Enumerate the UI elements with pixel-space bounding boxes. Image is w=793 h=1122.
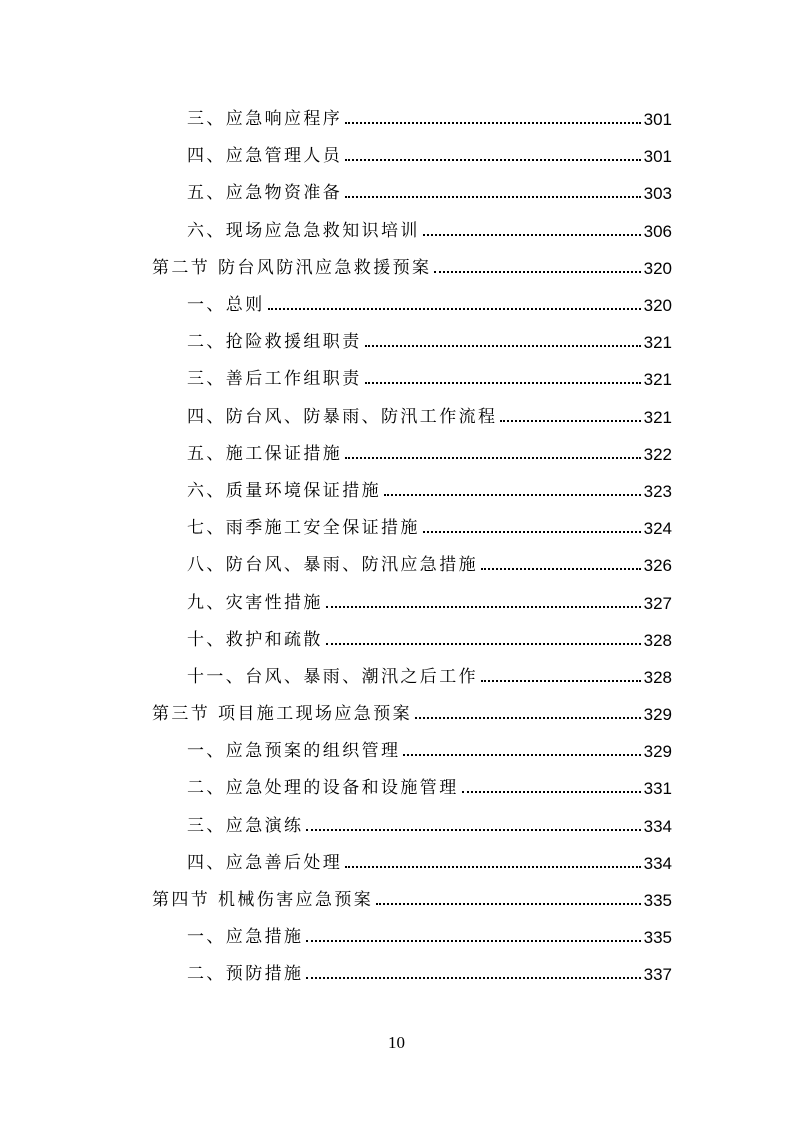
dot-leader [365, 344, 641, 347]
toc-subsection-entry[interactable] [152, 399, 672, 436]
toc-entry-page-number: 320 [643, 258, 672, 278]
toc-subsection-entry[interactable] [152, 473, 672, 510]
dot-leader [423, 530, 641, 533]
toc-entry-title: 五、应急物资准备 [187, 183, 343, 204]
dot-leader [500, 419, 640, 422]
toc-entry-page-number: 321 [643, 407, 672, 427]
toc-subsection-entry[interactable] [152, 733, 672, 770]
dot-leader [326, 605, 641, 608]
toc-entry-page-number: 324 [643, 519, 672, 539]
toc-entry-page-number: 327 [643, 593, 672, 613]
toc-entry-title: 六、质量环境保证措施 [187, 480, 381, 501]
toc-entry-page-number: 328 [643, 667, 672, 687]
toc-entry-title: 三、应急响应程序 [187, 109, 343, 130]
toc-entry-title: 一、应急预案的组织管理 [187, 741, 401, 762]
toc-entry-title: 四、防台风、防暴雨、防汛工作流程 [187, 406, 498, 427]
dot-leader [345, 158, 640, 161]
dot-leader [376, 902, 640, 905]
toc-entry-page-number: 323 [643, 481, 672, 501]
toc-entry-title: 七、雨季施工安全保证措施 [187, 518, 420, 539]
dot-leader [403, 753, 640, 756]
toc-entry-title: 三、应急演练 [187, 815, 304, 836]
dot-leader [434, 270, 640, 273]
toc-subsection-entry[interactable] [152, 659, 672, 696]
toc-entry-title: 第二节 防台风防汛应急救援预案 [152, 257, 432, 278]
dot-leader [345, 121, 640, 124]
dot-leader [326, 642, 641, 645]
dot-leader [345, 456, 640, 459]
toc-entry-title: 一、总则 [187, 295, 265, 316]
toc-entry-title: 三、善后工作组职责 [187, 369, 362, 390]
toc-subsection-entry[interactable] [152, 287, 672, 324]
toc-entry-page-number: 334 [643, 853, 672, 873]
toc-entry-page-number: 320 [643, 296, 672, 316]
toc-entry-title: 第三节 项目施工现场应急预案 [152, 704, 413, 725]
toc-entry-title: 九、灾害性措施 [187, 592, 323, 613]
toc-entry-page-number: 331 [643, 779, 672, 799]
toc-entry-page-number: 321 [643, 370, 672, 390]
toc-entry-page-number: 335 [643, 891, 672, 911]
toc-entry-title: 八、防台风、暴雨、防汛应急措施 [187, 555, 478, 576]
toc-subsection-entry[interactable] [152, 436, 672, 473]
toc-subsection-entry[interactable] [152, 510, 672, 547]
dot-leader [365, 381, 641, 384]
toc-subsection-entry[interactable] [152, 138, 672, 175]
toc-entry-page-number: 326 [643, 556, 672, 576]
dot-leader [345, 195, 640, 198]
table-of-contents [152, 101, 672, 994]
toc-entry-page-number: 301 [643, 110, 672, 130]
toc-subsection-entry[interactable] [152, 845, 672, 882]
toc-entry-title: 一、应急措施 [187, 927, 304, 948]
toc-subsection-entry[interactable] [152, 919, 672, 956]
toc-subsection-entry[interactable] [152, 547, 672, 584]
dot-leader [345, 865, 640, 868]
toc-entry-page-number: 301 [643, 147, 672, 167]
dot-leader [306, 828, 640, 831]
toc-entry-title: 十、救护和疏散 [187, 629, 323, 650]
dot-leader [306, 976, 640, 979]
toc-entry-title: 第四节 机械伤害应急预案 [152, 890, 374, 911]
dot-leader [268, 307, 641, 310]
page-number: 10 [388, 1033, 405, 1052]
toc-entry-title: 二、抢险救援组职责 [187, 332, 362, 353]
toc-section-entry[interactable] [152, 696, 672, 733]
toc-entry-page-number: 321 [643, 333, 672, 353]
toc-entry-title: 二、预防措施 [187, 964, 304, 985]
toc-entry-title: 二、应急处理的设备和设施管理 [187, 778, 459, 799]
toc-subsection-entry[interactable] [152, 622, 672, 659]
toc-subsection-entry[interactable] [152, 770, 672, 807]
toc-entry-title: 四、应急善后处理 [187, 852, 343, 873]
toc-subsection-entry[interactable] [152, 175, 672, 212]
toc-entry-page-number: 329 [643, 705, 672, 725]
dot-leader [481, 567, 641, 570]
toc-entry-page-number: 303 [643, 184, 672, 204]
toc-entry-page-number: 334 [643, 816, 672, 836]
dot-leader [415, 716, 641, 719]
toc-entry-page-number: 328 [643, 630, 672, 650]
dot-leader [481, 679, 641, 682]
toc-subsection-entry[interactable] [152, 361, 672, 398]
toc-entry-page-number: 322 [643, 444, 672, 464]
toc-subsection-entry[interactable] [152, 584, 672, 621]
toc-section-entry[interactable] [152, 882, 672, 919]
toc-entry-title: 十一、台风、暴雨、潮汛之后工作 [187, 666, 478, 687]
toc-entry-page-number: 329 [643, 742, 672, 762]
toc-subsection-entry[interactable] [152, 324, 672, 361]
toc-entry-page-number: 337 [643, 965, 672, 985]
toc-subsection-entry[interactable] [152, 808, 672, 845]
toc-section-entry[interactable] [152, 250, 672, 287]
dot-leader [306, 939, 640, 942]
toc-entry-page-number: 335 [643, 928, 672, 948]
toc-entry-title: 五、施工保证措施 [187, 443, 343, 464]
toc-subsection-entry[interactable] [152, 956, 672, 993]
dot-leader [384, 493, 641, 496]
dot-leader [462, 790, 641, 793]
dot-leader [423, 233, 641, 236]
toc-subsection-entry[interactable] [152, 213, 672, 250]
toc-entry-title: 六、现场应急急救知识培训 [187, 220, 420, 241]
toc-subsection-entry[interactable] [152, 101, 672, 138]
toc-entry-title: 四、应急管理人员 [187, 146, 343, 167]
toc-entry-page-number: 306 [643, 221, 672, 241]
